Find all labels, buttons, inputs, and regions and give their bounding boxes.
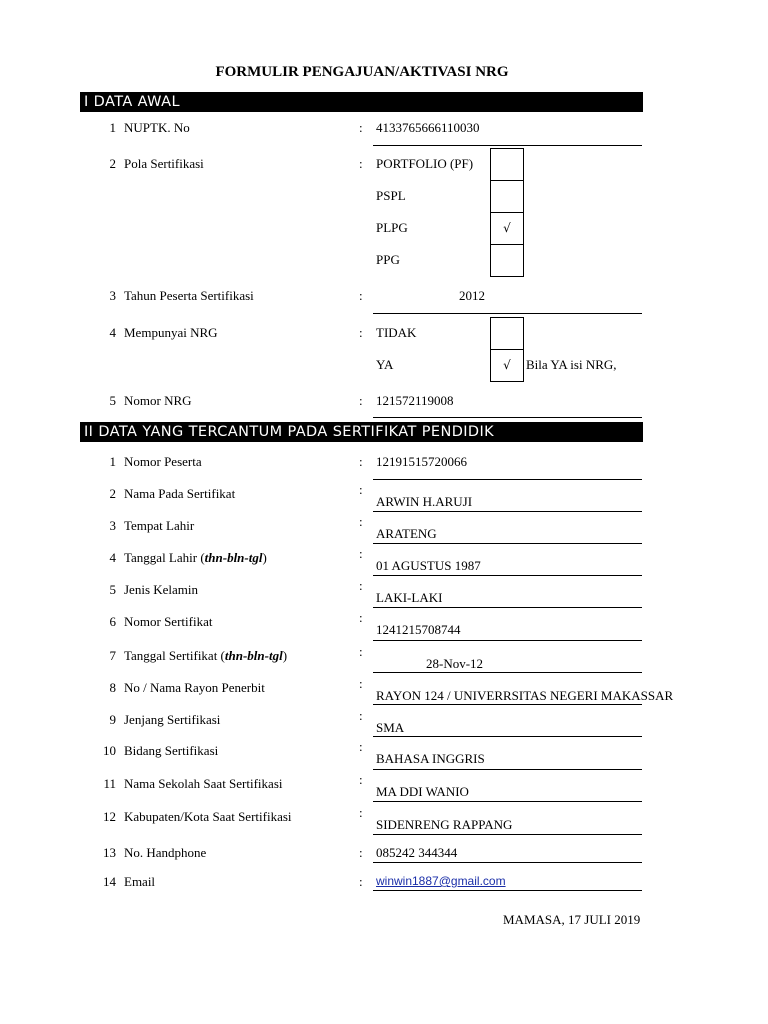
row-number: 5 — [109, 582, 116, 597]
row-label-format: thn-bln-tgl — [204, 550, 263, 565]
underline — [373, 672, 642, 673]
row-value: ARATENG — [376, 526, 437, 541]
row-label-text: Tanggal Sertifikat ( — [124, 648, 225, 663]
row-label-text: Bidang Sertifikasi — [124, 743, 219, 758]
row-label — [124, 454, 202, 470]
colon: : — [359, 482, 363, 497]
underline — [373, 607, 642, 608]
row-number: 12 — [103, 809, 116, 824]
nrg-option-tidak: TIDAK — [376, 325, 417, 340]
row-number: 5 — [109, 393, 116, 408]
row-number: 1 — [109, 454, 116, 469]
nuptk-value: 4133765666110030 — [376, 120, 480, 135]
underline — [373, 511, 642, 512]
underline — [373, 479, 642, 480]
row-value: BAHASA INGGRIS — [376, 751, 485, 766]
row-value: ARWIN H.ARUJI — [376, 494, 473, 509]
section-header-data-sertifikat — [80, 422, 643, 442]
checkbox-pspl[interactable] — [490, 180, 524, 213]
row-label-text: Kabupaten/Kota Saat Sertifikasi — [124, 809, 292, 824]
row-label-text: Nomor Sertifikat — [124, 614, 213, 629]
colon: : — [359, 325, 363, 340]
row-value: MA DDI WANIO — [376, 784, 469, 799]
colon: : — [359, 610, 363, 625]
underline — [373, 704, 642, 705]
colon: : — [359, 772, 363, 787]
email-link[interactable]: winwin1887@gmail.com — [376, 874, 506, 888]
nrg-note: Bila YA isi NRG, — [526, 357, 617, 372]
row-number: 7 — [109, 648, 116, 663]
underline — [373, 769, 642, 770]
row-label-text: Email — [124, 874, 156, 889]
underline — [373, 640, 642, 641]
row-label — [124, 550, 267, 566]
colon: : — [359, 805, 363, 820]
colon: : — [359, 708, 363, 723]
checkbox-plpg[interactable]: √ — [490, 212, 524, 245]
nuptk-label: NUPTK. No — [124, 120, 190, 135]
row-label-text: Tanggal Lahir ( — [124, 550, 205, 565]
row-label-end: ) — [262, 550, 267, 565]
pola-option-pspl: PSPL — [376, 188, 406, 203]
row-number: 14 — [103, 874, 116, 889]
row-number: 11 — [103, 776, 116, 791]
row-number: 4 — [109, 550, 116, 565]
underline — [373, 313, 642, 314]
row-value: LAKI-LAKI — [376, 590, 443, 605]
row-label-text: Nama Sekolah Saat Sertifikasi — [124, 776, 283, 791]
checkbox-tidak[interactable] — [490, 317, 524, 350]
colon: : — [359, 454, 363, 469]
row-number: 6 — [109, 614, 116, 629]
row-label-format: thn-bln-tgl — [224, 648, 283, 663]
row-value: SIDENRENG RAPPANG — [376, 817, 513, 832]
row-number: 8 — [109, 680, 116, 695]
place-date: MAMASA, 17 JULI 2019 — [503, 912, 641, 927]
section-header-data-awal — [80, 92, 643, 112]
row-number: 3 — [109, 288, 116, 303]
row-label-text: Nomor Peserta — [124, 454, 202, 469]
checkbox-ppg[interactable] — [490, 244, 524, 277]
row-value: 085242 344344 — [376, 845, 458, 860]
underline — [373, 736, 642, 737]
nrg-option-ya: YA — [376, 357, 394, 372]
underline — [373, 834, 642, 835]
row-label — [124, 680, 265, 696]
underline — [373, 417, 642, 418]
section-header-label: II DATA YANG TERCANTUM PADA SERTIFIKAT PENDIDIK — [84, 424, 495, 440]
checkbox-ya[interactable]: √ — [490, 349, 524, 382]
colon: : — [359, 578, 363, 593]
row-number: 3 — [109, 518, 116, 533]
row-value: 01 AGUSTUS 1987 — [376, 558, 481, 573]
colon: : — [359, 546, 363, 561]
row-number: 1 — [109, 120, 116, 135]
row-number: 13 — [103, 845, 116, 860]
row-label — [124, 648, 287, 664]
row-label — [124, 743, 218, 759]
row-label — [124, 712, 220, 728]
pola-option-ppg: PPG — [376, 252, 400, 267]
row-number: 2 — [109, 156, 116, 171]
row-value: SMA — [376, 720, 405, 735]
row-label — [124, 518, 194, 534]
colon: : — [359, 739, 363, 754]
colon: : — [359, 845, 363, 860]
row-label-end: ) — [282, 648, 288, 663]
underline — [373, 801, 642, 802]
nrg-label: Mempunyai NRG — [124, 325, 218, 340]
row-label — [124, 874, 155, 890]
row-label — [124, 776, 283, 792]
row-value: 12191515720066 — [376, 454, 467, 469]
nomor-nrg-label: Nomor NRG — [124, 393, 192, 408]
form-title: FORMULIR PENGAJUAN/AKTIVASI NRG — [215, 64, 509, 80]
row-label — [124, 809, 292, 825]
pola-option-plpg: PLPG — [376, 220, 408, 235]
row-number: 2 — [109, 486, 116, 501]
row-value: 1241215708744 — [376, 622, 461, 637]
row-number: 10 — [103, 743, 116, 758]
underline — [373, 543, 642, 544]
tahun-value: 2012 — [459, 288, 485, 303]
row-number: 4 — [109, 325, 116, 340]
underline — [373, 145, 642, 146]
pola-option-portfolio: PORTFOLIO (PF) — [376, 156, 474, 171]
row-label — [124, 486, 235, 502]
colon: : — [359, 676, 363, 691]
row-label-text: Tempat Lahir — [124, 518, 195, 533]
row-label — [124, 614, 212, 630]
row-value: 28-Nov-12 — [426, 656, 484, 671]
row-label-text: Jenis Kelamin — [124, 582, 199, 597]
colon: : — [359, 288, 363, 303]
colon: : — [359, 644, 363, 659]
checkbox-portfolio[interactable] — [490, 148, 524, 181]
colon: : — [359, 393, 363, 408]
pola-label: Pola Sertifikasi — [124, 156, 204, 171]
underline — [373, 862, 642, 863]
row-label — [124, 845, 206, 861]
colon: : — [359, 514, 363, 529]
row-label-text: Nama Pada Sertifikat — [124, 486, 236, 501]
underline — [373, 575, 642, 576]
underline — [373, 890, 642, 891]
row-label-text: Jenjang Sertifikasi — [124, 712, 221, 727]
row-label-text: No. Handphone — [124, 845, 207, 860]
row-label — [124, 582, 198, 598]
row-value: RAYON 124 / UNIVERRSITAS NEGERI MAKASSAR — [376, 688, 674, 703]
row-label-text: No / Nama Rayon Penerbit — [124, 680, 265, 695]
tahun-label: Tahun Peserta Sertifikasi — [124, 288, 254, 303]
nomor-nrg-value: 121572119008 — [376, 393, 454, 408]
colon: : — [359, 874, 363, 889]
row-number: 9 — [109, 712, 116, 727]
colon: : — [359, 156, 363, 171]
section-header-label: I DATA AWAL — [84, 94, 180, 110]
colon: : — [359, 120, 363, 135]
